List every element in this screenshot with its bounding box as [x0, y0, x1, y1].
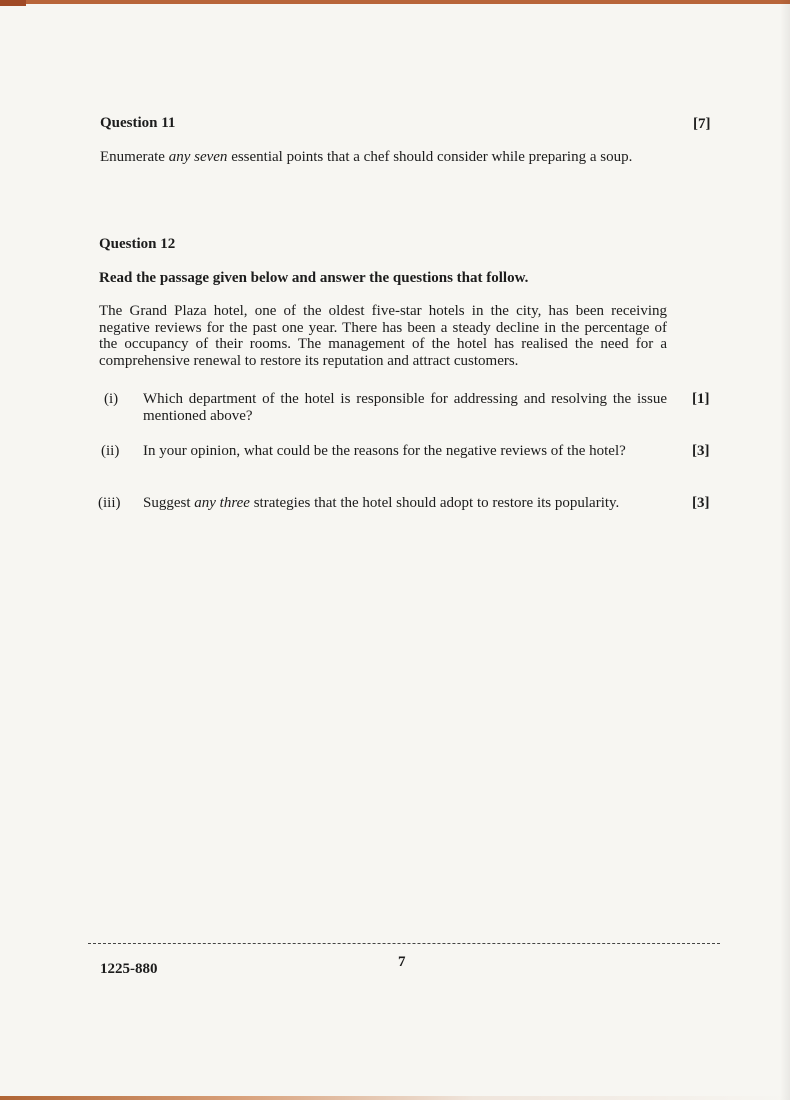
subquestion-i-marks: [1] [692, 391, 710, 407]
subquestion-iii-text-end: strategies that the hotel should adopt to restore its popularity. [249, 495, 620, 511]
question-11-text [100, 149, 667, 166]
page-number: 7 [398, 954, 406, 970]
question-11-heading: Question 11 [100, 115, 176, 131]
subquestion-ii-marks: [3] [692, 443, 710, 459]
question-11-text-end: essential points that a chef should consider while preparing a soup. [227, 149, 633, 165]
question-12-heading: Question 12 [99, 236, 176, 252]
subquestion-iii-text [143, 495, 673, 512]
question-12-instruction: Read the passage given below and answer the questions that follow. [99, 270, 529, 286]
subquestion-ii-text: In your opinion, what could be the reasons for the negative reviews of the hotel? [143, 443, 626, 459]
paper-corner-top-left [0, 0, 26, 6]
paper-right-shadow [780, 0, 790, 1100]
subquestion-iii-marks: [3] [692, 495, 710, 511]
question-11-marks: [7] [693, 116, 711, 132]
subquestion-iii-emphasis: any three [194, 495, 250, 511]
paper-code: 1225-880 [100, 961, 158, 977]
question-11-text-start: Enumerate [100, 149, 169, 165]
paper-bottom-edge [0, 1096, 790, 1100]
subquestion-iii-text-start: Suggest [143, 495, 195, 511]
subquestion-ii-number: (ii) [101, 443, 120, 459]
footer-divider [88, 943, 720, 944]
paper-top-edge [0, 0, 790, 4]
subquestion-i-number: (i) [104, 391, 119, 407]
subquestion-i-text: Which department of the hotel is responsible for addressing and resolving the issue mentioned above? [143, 391, 667, 424]
question-11-emphasis: any seven [168, 149, 228, 165]
subquestion-iii-number: (iii) [98, 495, 121, 511]
question-12-passage: The Grand Plaza hotel, one of the oldest five-star hotels in the city, has been receiving negative reviews for the past one year. There has been a steady decline in the percentage of the occupancy of their rooms. The management of the hotel has realised the need for a comprehensive renewal to restore its reputation and attract customers. [99, 303, 667, 369]
